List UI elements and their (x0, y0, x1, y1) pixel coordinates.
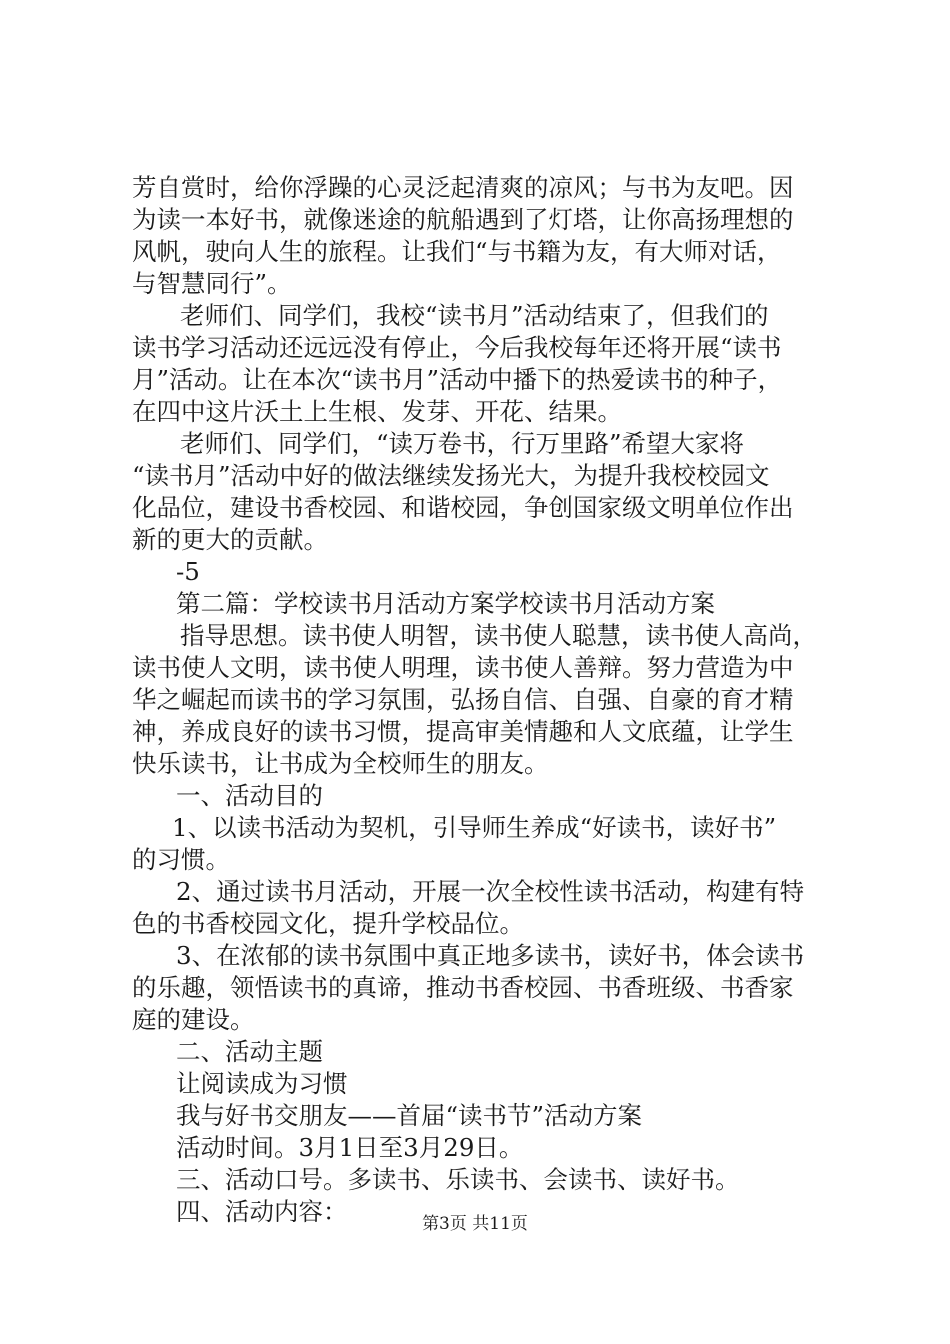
text-line: 老师们、同学们，“读万卷书，行万里路”希望大家将 (180, 429, 745, 458)
text-line: 神，养成良好的读书习惯，提高审美情趣和人文底蕴，让学生 (132, 717, 794, 746)
text-line: 二、活动主题 (176, 1037, 323, 1066)
text-line: 与智慧同行”。 (132, 269, 292, 298)
text-line: 芳自赏时，给你浮躁的心灵泛起清爽的凉风；与书为友吧。因 (132, 173, 794, 202)
text-line: 为读一本好书，就像迷途的航船遇到了灯塔，让你高扬理想的 (132, 205, 794, 234)
text-line: -5 (176, 557, 200, 586)
text-line: 在四中这片沃土上生根、发芽、开花、结果。 (132, 397, 622, 426)
text-line: 三、活动口号。多读书、乐读书、会读书、读好书。 (176, 1165, 740, 1194)
text-line: 化品位，建设书香校园、和谐校园，争创国家级文明单位作出 (132, 493, 794, 522)
text-line: “读书月”活动中好的做法继续发扬光大，为提升我校校园文 (132, 461, 770, 490)
text-line: 的习惯。 (132, 845, 230, 874)
page-footer (0, 1212, 950, 1236)
text-line: 一、活动目的 (176, 781, 323, 810)
text-line: 让阅读成为习惯 (176, 1069, 348, 1098)
text-line: 庭的建设。 (132, 1005, 255, 1034)
text-line: 1、以读书活动为契机，引导师生养成“好读书，读好书” (172, 813, 777, 842)
text-line: 快乐读书，让书成为全校师生的朋友。 (132, 749, 549, 778)
text-line: 2、通过读书月活动，开展一次全校性读书活动，构建有特 (176, 877, 805, 906)
text-line: 我与好书交朋友——首届“读书节”活动方案 (176, 1101, 643, 1130)
page-number: 第3页 共11页 (422, 1214, 528, 1234)
text-line: 新的更大的贡献。 (132, 525, 328, 554)
text-line: 风帆，驶向人生的旅程。让我们“与书籍为友，有大师对话， (132, 237, 782, 266)
text-line: 3、在浓郁的读书氛围中真正地多读书，读好书，体会读书 (176, 941, 805, 970)
text-line: 华之崛起而读书的学习氛围，弘扬自信、自强、自豪的育才精 (132, 685, 794, 714)
document-body (132, 172, 832, 1228)
text-line: 色的书香校园文化，提升学校品位。 (132, 909, 524, 938)
text-line: 月”活动。让在本次“读书月”活动中播下的热爱读书的种子， (132, 365, 783, 394)
text-line: 老师们、同学们，我校“读书月”活动结束了，但我们的 (180, 301, 769, 330)
text-line: 四、活动内容： (176, 1197, 348, 1226)
text-line: 第二篇：学校读书月活动方案学校读书月活动方案 (176, 589, 715, 618)
text-line: 读书使人文明，读书使人明理，读书使人善辩。努力营造为中 (132, 653, 794, 682)
text-line: 指导思想。读书使人明智，读书使人聪慧，读书使人高尚， (180, 621, 817, 650)
text-line: 的乐趣，领悟读书的真谛，推动书香校园、书香班级、书香家 (132, 973, 794, 1002)
text-line: 读书学习活动还远远没有停止，今后我校每年还将开展“读书 (132, 333, 782, 362)
text-line: 活动时间。3月1日至3月29日。 (176, 1133, 524, 1162)
